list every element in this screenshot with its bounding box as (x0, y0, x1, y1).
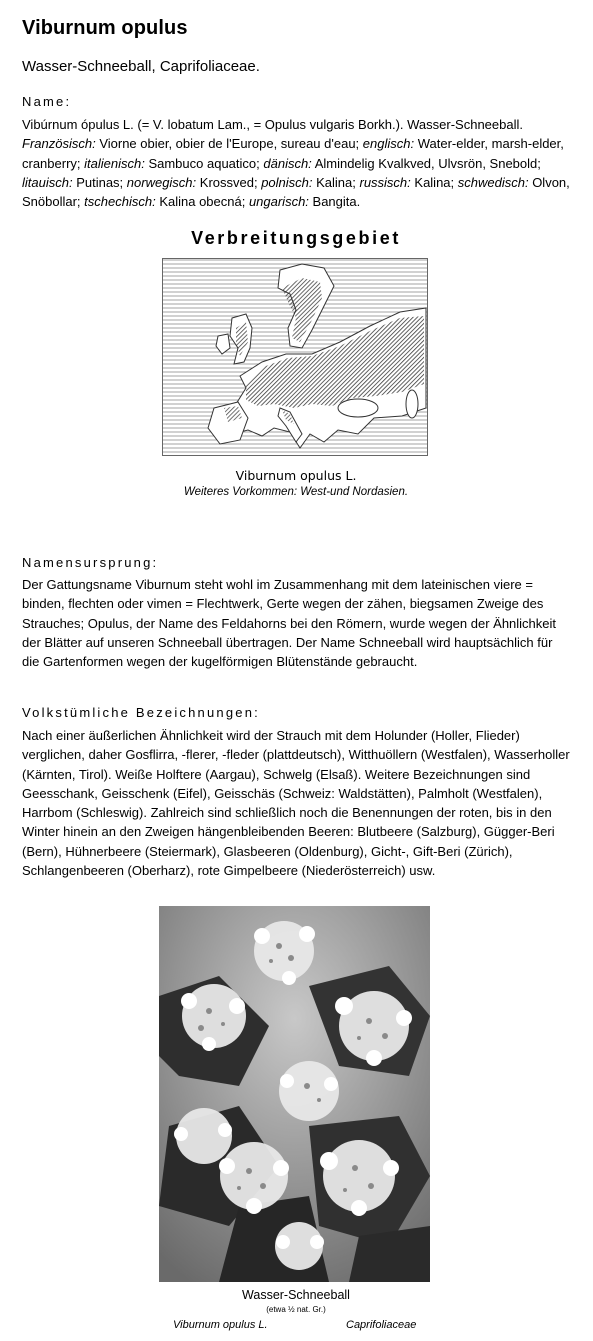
lang-text: Bangita. (308, 194, 361, 210)
distribution-heading: Verbreitungsgebiet (191, 228, 401, 248)
photo-caption: Wasser-Schneeball (242, 1288, 350, 1302)
origin-paragraph: Der Gattungsname Viburnum steht wohl im Zusammenhang mit dem lateinischen viere = binden, flechten oder vimen = Flechtwerk, Gerte wegen der zähen, biegsamen Zweige des Strauches; Opulus, der Name des Feldahorns bei den Römern, wurde wegen der Ähnlichkeit der Blätter auf unseren Schneeball übertragen. Der Name Schneeball wird hauptsächlich für die Gartenformen wegen der kugelförmigen Blütenstände gebraucht. (22, 577, 557, 670)
lang-text: Viorne obier, obier de l'Europe, sureau d'eau; (95, 136, 363, 152)
folk-names-paragraph: Nach einer äußerlichen Ähnlichkeit wird der Strauch mit dem Holunder (Holler, Flieder) verglichen, daher Gosflirra, -flerer, -fleder (plattdeutsch), Witthuöllern (Westfalen), Wasserholler (Kärnten, Tirol). Weiße Holftere (Aargau), Schwelg (Elsaß). Weitere Bezeichnungen sind Geesschank, Geisschenk (Eifel), Geisschäs (Schweiz: Waldstätten), Palmholt (Westfalen), Harrbom (Schleswig). Zahlreich sind schließlich noch die Benennungen der roten, bis in den Winter hinein an den Zweigen hängenbleibenden Beeren: Blutbeere (Salzburg), Gügger-Beri (Bern), Hühnerbeere (Steiermark), Glasbeeren (Oldenburg), Gicht-, Gift-Beri (Zürich), Schlangenbeeren (Oberharz), rote Gimpelbeere (Niederösterreich) usw. (22, 728, 570, 879)
map-caption: Viburnum opulus L. (235, 468, 357, 483)
lang-label: englisch: (362, 136, 415, 152)
lang-label: norwegisch: (126, 174, 197, 190)
lang-label: russisch: (359, 174, 411, 190)
lang-text: Kalina; (312, 174, 360, 190)
lang-label: tschechisch: (84, 194, 156, 210)
photo-latin-name: Viburnum opulus L. (173, 1319, 268, 1331)
folk-names-heading: Volkstümliche Bezeichnungen: (22, 705, 260, 720)
lang-text: Kalina obecná; (155, 194, 249, 210)
lang-label: schwedisch: (457, 174, 529, 190)
lang-text: Krossved; (196, 174, 262, 190)
lang-text: Olvon, Snöbollar; (22, 174, 570, 210)
map-note: Weiteres Vorkommen: West-und Nordasien. (183, 486, 409, 498)
lang-label: italienisch: (84, 155, 145, 171)
lang-label: litauisch: (22, 174, 73, 190)
plant-photo (159, 906, 430, 1282)
photo-family-name: Caprifoliaceae (346, 1319, 417, 1331)
lang-text: Water-elder, marsh-elder, cranberry; (22, 136, 564, 171)
page-content (22, 14, 570, 1331)
lang-label: ungarisch: (248, 194, 309, 210)
name-intro: Vibúrnum ópulus L. (= V. lobatum Lam., = Opulus vulgaris Borkh.). Wasser-Schneeball. (22, 117, 523, 132)
distribution-map (162, 258, 428, 456)
origin-heading: Namensursprung: (22, 555, 159, 570)
name-paragraph (22, 115, 570, 211)
page-subtitle: Wasser-Schneeball, Caprifoliaceae. (22, 58, 260, 75)
lang-text: Kalina; (410, 174, 458, 190)
page-title: Viburnum opulus (22, 17, 188, 39)
lang-text: Almindelig Kvalkved, Ulvsrön, Snebold; (311, 155, 541, 171)
lang-label: Französisch: (22, 136, 96, 152)
name-heading: Name: (22, 94, 72, 109)
photo-scale-note: (etwa ½ nat. Gr.) (266, 1305, 326, 1314)
lang-text: Putinas; (72, 174, 127, 190)
lang-label: dänisch: (263, 155, 312, 171)
lang-text: Sambuco aquatico; (144, 155, 264, 171)
lang-label: polnisch: (261, 174, 313, 190)
